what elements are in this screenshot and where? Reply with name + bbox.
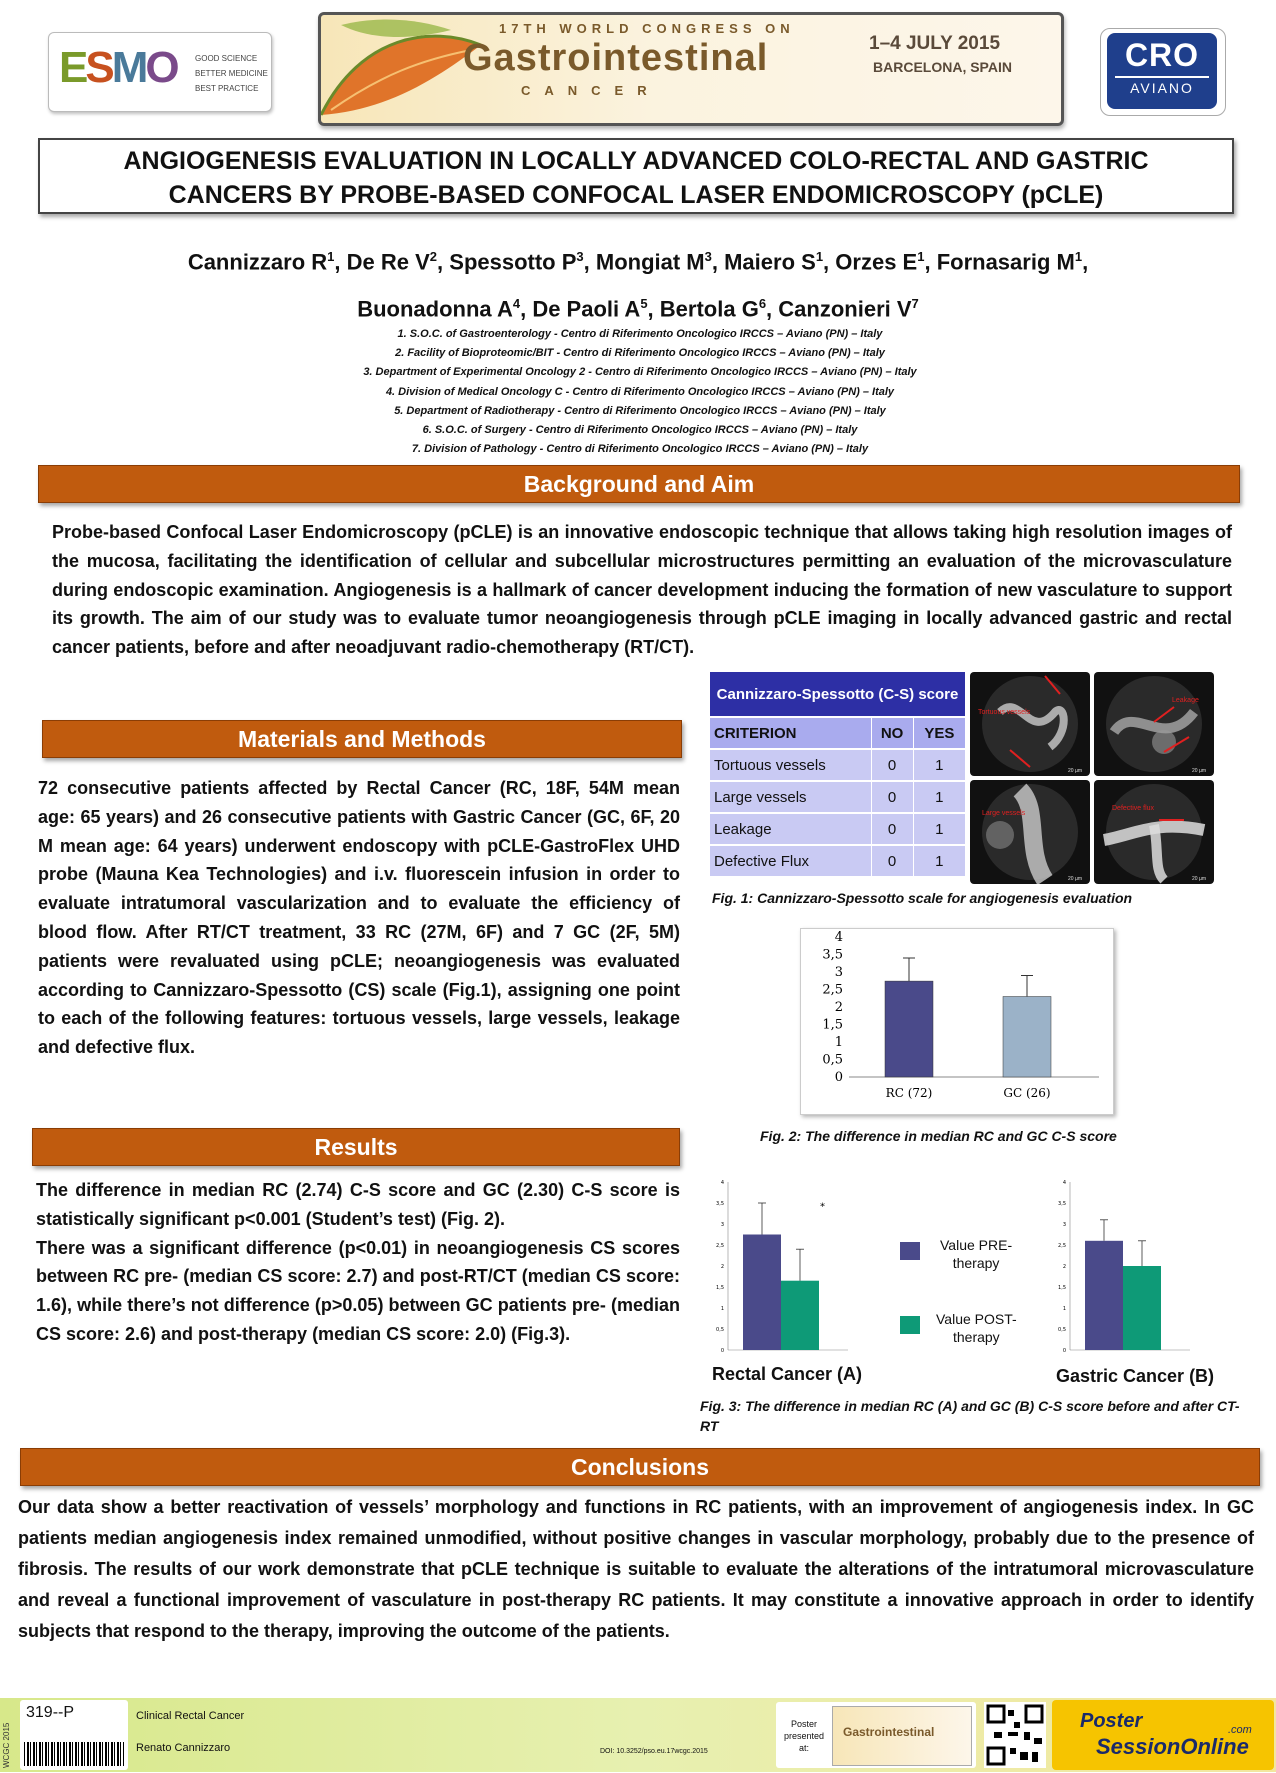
y-tick-label: 4 — [834, 930, 843, 945]
micro-image-defective-flux — [1094, 780, 1214, 884]
background-text: Probe-based Confocal Laser Endomicroscopy (pCLE) is an innovative endoscopic technique that allows taking high resolution images of the mucosa, facilitating the identification of cellular and subcellular microstructures permitting an evaluation of the microvasculature during endoscopic examination. Angiogenesis is a hallmark of cancer development inducing the formation of new vasculature to support its growth. The aim of our study was to evaluate tumor neoangiogenesis through pCLE imaging in locally advanced gastric and rectal cancer patients, before and after neoadjuvant radio-chemotherapy (RT/CT). — [52, 522, 1232, 658]
author-affiliation-number: 2 — [429, 249, 438, 264]
y-tick-label: 2 — [834, 1000, 843, 1015]
author-affiliation-number: 4 — [512, 296, 521, 312]
svg-text:Leakage: Leakage — [1172, 697, 1199, 704]
legend-label-post: Value POST- therapy — [936, 1311, 1017, 1345]
y-tick-label: 2 — [720, 1264, 724, 1270]
congress-sub: CANCER — [521, 83, 661, 98]
vessel-image-icon — [970, 672, 1090, 776]
author-name: Canzonieri V — [778, 296, 912, 322]
bar — [1085, 1241, 1123, 1350]
legend-label-pre: Value PRE- therapy — [940, 1237, 1013, 1271]
vessel-image-icon — [970, 780, 1090, 884]
y-tick-label: 3 — [1062, 1222, 1066, 1228]
svg-text:Tortuous vessels: Tortuous vessels — [978, 709, 1031, 716]
fig2-ref: Fig. 2 — [446, 1208, 494, 1229]
author-name: De Re V — [346, 249, 430, 275]
y-tick-label: 1,5 — [822, 1017, 843, 1033]
y-tick-label: 3 — [720, 1222, 724, 1228]
svg-text:Large vessels: Large vessels — [982, 810, 1026, 817]
methods-text: 72 consecutive patients affected by Rectal Cancer (RC, 18F, 54M mean age: 65 years) and 26 consecutive patients with Gastric Cancer (GC, 6F, 20 M mean age: 64 years) underwent endoscopy with pCLE-GastroFlex UHD probe (Mauna Kea Technologies) and i.v. fluorescein infusion in order to evaluate intratumoral vascularization and to evaluate the efficiency of blood flow. After RT/CT treatment, 33 RC (27M, 6F) and 7 GC (2F, 5M) patients were revaluated using pCLE; neoangiogenesis was evaluated according to Cannizzaro-Spessotto (CS) scale (Fig.1), assigning one point to each of the following features: tortuous vessels, large vessels, leakage and defective flux. — [38, 778, 680, 1058]
legend-swatch-pre — [900, 1242, 920, 1260]
affiliation: 3. Department of Experimental Oncology 2 - Centro di Riferimento Oncologico IRCCS – Aviano (PN) – Italy — [363, 366, 917, 379]
micro-image-tortuous — [970, 672, 1090, 776]
author-name: Mongiat M — [595, 249, 705, 275]
author-affiliation-number: 3 — [704, 249, 712, 264]
presented-at-label: Poster presented at: — [783, 1719, 825, 1753]
y-tick-label: 3,5 — [716, 1201, 724, 1207]
fig3b-chart-frame — [1048, 1166, 1238, 1360]
y-tick-label: 0,5 — [822, 1052, 843, 1068]
esmo-logo-mark: ESMO — [59, 43, 177, 92]
author-affiliation-number: 1 — [327, 249, 335, 264]
fig3-legend — [898, 1236, 1058, 1346]
esmo-logo — [48, 32, 272, 112]
author-name: Buonadonna A — [357, 296, 513, 322]
affiliation: 6. S.O.C. of Surgery - Centro di Riferimento Oncologico IRCCS – Aviano (PN) – Italy — [422, 424, 858, 437]
y-tick-label: 2,5 — [1058, 1243, 1066, 1249]
y-tick-label: 2,5 — [716, 1243, 724, 1249]
author-list — [40, 236, 1236, 331]
svg-text:20 µm: 20 µm — [1068, 768, 1082, 774]
svg-text:Defective flux: Defective flux — [1112, 805, 1155, 812]
y-tick-label: 4 — [720, 1180, 724, 1186]
author-name: Cannizzaro R — [187, 249, 328, 275]
author-affiliation-number: 1 — [815, 249, 824, 264]
poster-id: 319--P — [26, 1704, 75, 1721]
y-tick-label: 0 — [720, 1348, 724, 1354]
congress-banner — [318, 12, 1064, 126]
affiliation: 7. Division of Pathology - Centro di Riferimento Oncologico IRCCS – Aviano (PN) – Italy — [411, 443, 869, 456]
y-tick-label: 2,5 — [822, 982, 843, 998]
footer-doi: DOI: 10.3252/pso.eu.17wcgc.2015 — [600, 1748, 708, 1755]
vessel-image-icon — [1094, 672, 1214, 776]
y-tick-label: 3,5 — [1058, 1201, 1066, 1207]
y-tick-label: 3,5 — [822, 947, 843, 963]
y-tick-label: 2 — [1062, 1264, 1066, 1270]
results-paragraph-1: The difference in median RC (2.74) C-S score and GC (2.30) C-S score is statistically significant p<0.001 (Student’s test) (Fig. 2). — [36, 1180, 680, 1229]
congress-dates: 1–4 JULY 2015 — [869, 33, 1001, 54]
bar — [885, 981, 933, 1077]
table-row: Leakage 0 1 — [710, 813, 966, 845]
table-row: Defective Flux 0 1 — [710, 845, 966, 877]
y-tick-label: 1,5 — [716, 1285, 724, 1291]
footer-bar — [0, 1698, 1276, 1772]
results-paragraph-2: There was a significant difference (p<0.01) in neoangiogenesis CS scores between RC pre- (median CS score: 2.7) and post-RT/CT (median CS score: 1.6), while there’s not difference (p>0.05) between GC patients pre- (median CS score: 2.6) and post-therapy (median CS score: 2.0) (Fig.3). — [36, 1237, 680, 1344]
y-tick-label: 3 — [834, 965, 843, 980]
fig3-caption: Fig. 3: The difference in median RC (A) and GC (B) C-S score before and after CT-RT — [700, 1398, 1240, 1434]
fig1-caption: Fig. 1: Cannizzaro-Spessotto scale for angiogenesis evaluation — [712, 890, 1133, 906]
mini-congress-banner: Gastrointestinal — [832, 1706, 972, 1766]
bar — [1123, 1266, 1161, 1350]
author-affiliation-number: 3 — [576, 249, 584, 264]
qr-code-icon — [984, 1702, 1046, 1768]
methods-heading: Materials and Methods — [42, 720, 682, 758]
bar — [1003, 997, 1051, 1078]
author-name: De Paoli A — [532, 296, 641, 322]
cs-score-table — [710, 672, 966, 878]
y-tick-label: 0,5 — [716, 1327, 724, 1333]
bar — [781, 1281, 819, 1350]
affiliation: 2. Facility of Bioproteomic/BIT - Centro di Riferimento Oncologico IRCCS – Aviano (PN) – Italy — [395, 347, 885, 360]
cs-col-no: NO — [871, 717, 913, 749]
affiliation: 1. S.O.C. of Gastroenterology - Centro di Riferimento Oncologico IRCCS – Aviano (PN) – Italy — [397, 328, 883, 340]
fig2-chart-frame — [800, 928, 1114, 1115]
background-heading: Background and Aim — [38, 465, 1240, 503]
y-tick-label: 1 — [1062, 1306, 1066, 1312]
authors-line-2: Buonadonna $A^4$, De Paoli $A^5$, Bertola $G^6$, Canzonieri $V^7$ — [357, 296, 919, 322]
fig2-chart — [801, 929, 1113, 1114]
congress-name: Gastrointestinal — [463, 37, 769, 79]
author-affiliation-number: 1 — [917, 249, 925, 264]
author-affiliation-number: 7 — [911, 296, 919, 312]
esmo-tagline: GOOD SCIENCE BETTER MEDICINE BEST PRACTICE — [195, 54, 268, 93]
fig3a-chart — [706, 1166, 876, 1360]
fig3a-chart-frame — [706, 1166, 876, 1360]
footer-category: Clinical Rectal Cancer — [136, 1710, 245, 1722]
author-name: Maiero S — [724, 249, 816, 275]
legend-swatch-post — [900, 1316, 920, 1334]
cro-logo-place: AVIANO — [1115, 76, 1209, 96]
conclusions-heading: Conclusions — [20, 1448, 1260, 1486]
barcode-icon — [24, 1742, 124, 1766]
poster-title — [38, 138, 1234, 214]
fig1-ref: Fig.1 — [448, 979, 491, 1000]
svg-text:20 µm: 20 µm — [1192, 768, 1206, 774]
title-line-1: ANGIOGENESIS EVALUATION IN LOCALLY ADVANCED COLO-RECTAL AND GASTRIC — [123, 147, 1149, 175]
cs-col-criterion: CRITERION — [710, 717, 871, 749]
cs-col-yes: YES — [913, 717, 965, 749]
fig3a-title: Rectal Cancer (A) — [712, 1364, 863, 1384]
author-affiliation-number: 6 — [758, 296, 767, 312]
cro-logo — [1100, 28, 1226, 116]
significance-marker: * — [820, 1201, 825, 1213]
affiliation: 5. Department of Radiotherapy - Centro di Riferimento Oncologico IRCCS – Aviano (PN) – Italy — [394, 404, 886, 417]
table-row: Large vessels 0 1 — [710, 781, 966, 813]
bar — [743, 1235, 781, 1351]
fig2-caption: Fig. 2: The difference in median RC and GC C-S score — [760, 1128, 1117, 1144]
cs-table-title: Cannizzaro-Spessotto (C-S) score — [710, 672, 966, 717]
congress-edition: 17TH WORLD CONGRESS ON — [499, 21, 795, 36]
author-name: Orzes E — [835, 249, 918, 275]
footer-author: Renato Cannizzaro — [136, 1742, 231, 1754]
y-tick-label: 1 — [834, 1035, 843, 1050]
footer-side-code: WCGC 2015 — [2, 1722, 11, 1768]
cro-logo-name: CRO — [1124, 37, 1200, 73]
author-name: Bertola G — [659, 296, 759, 322]
y-tick-label: 1,5 — [1058, 1285, 1066, 1291]
congress-city: BARCELONA, SPAIN — [873, 59, 1012, 75]
fig3b-chart — [1048, 1166, 1238, 1360]
x-tick-label: GC (26) — [1003, 1086, 1051, 1100]
title-line-2: CANCERS BY PROBE-BASED CONFOCAL LASER ENDOMICROSCOPY (pCLE) — [168, 181, 1104, 209]
y-tick-label: 0 — [834, 1070, 843, 1085]
author-name: Spessotto P — [449, 249, 577, 275]
y-tick-label: 0 — [1062, 1348, 1066, 1354]
postersessiononline-logo: Poster SessionOnline .com — [1052, 1700, 1274, 1770]
affiliation: 4. Division of Medical Oncology C - Centro di Riferimento Oncologico IRCCS – Aviano (PN) – Italy — [385, 385, 895, 398]
micro-image-leakage — [1094, 672, 1214, 776]
y-tick-label: 0,5 — [1058, 1327, 1066, 1333]
y-tick-label: 4 — [1062, 1180, 1066, 1186]
y-tick-label: 1 — [720, 1306, 724, 1312]
author-name: Fornasarig M — [936, 249, 1075, 275]
fig3b-title: Gastric Cancer (B) — [1056, 1366, 1215, 1386]
svg-text:20 µm: 20 µm — [1192, 876, 1206, 882]
x-tick-label: RC (72) — [885, 1086, 933, 1100]
table-row: Tortuous vessels 0 1 — [710, 749, 966, 781]
results-text — [36, 1176, 680, 1349]
affiliations — [240, 325, 1040, 459]
vessel-image-icon — [1094, 780, 1214, 884]
results-heading: Results — [32, 1128, 680, 1166]
authors-line-1: Cannizzaro $R^1$, De Re $V^2$, Spessotto $P^3$, Mongiat $M^3$, Maiero $S^1$, Orzes $E^1$, Fornasarig $M^1$, — [187, 249, 1089, 275]
svg-text:20 µm: 20 µm — [1068, 876, 1082, 882]
micro-image-large — [970, 780, 1090, 884]
author-affiliation-number: 5 — [640, 296, 648, 312]
conclusions-text: Our data show a better reactivation of vessels’ morphology and functions in RC patients, with an improvement of angiogenesis index. In GC patients median angiogenesis index remained unmodified, without positive changes in vascular morphology, probably due to the presence of fibrosis. The results of our work demonstrate that pCLE technique is suitable to evaluate the alterations of the intratumoral microvasculature and reveal a functional improvement of vasculature in post-therapy RC patients. It may constitute a innovative approach in order to identify subjects that respond to the therapy, improving the outcome of the patients. — [18, 1497, 1254, 1641]
fig3-ref: Fig.3 — [517, 1323, 560, 1344]
author-affiliation-number: 1 — [1074, 249, 1083, 264]
